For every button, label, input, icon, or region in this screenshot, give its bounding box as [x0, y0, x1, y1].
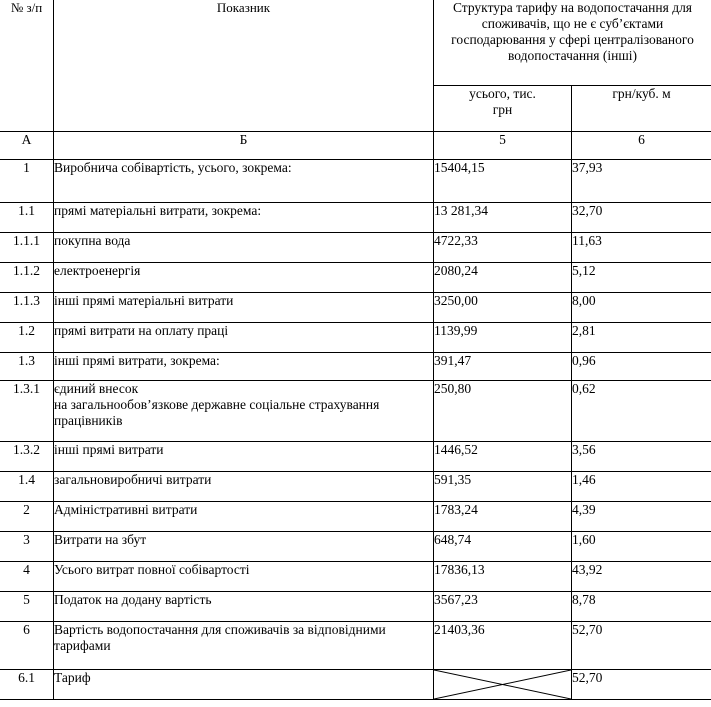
- row-unit-cost: 0,96: [572, 353, 711, 381]
- crossed-out-cell: [434, 670, 572, 700]
- table-row: [0, 442, 711, 472]
- table-row: [0, 381, 711, 442]
- row-number: 1.4: [0, 472, 54, 502]
- row-number: 1.2: [0, 323, 54, 353]
- table-row: [0, 233, 711, 263]
- row-number: 1.1.3: [0, 293, 54, 323]
- row-unit-cost: 2,81: [572, 323, 711, 353]
- table-row: [0, 160, 711, 203]
- table-row: [0, 323, 711, 353]
- header-uah-per-cubic-meter: грн/куб. м: [572, 86, 711, 132]
- row-number: 4: [0, 562, 54, 592]
- row-total: 1783,24: [434, 502, 572, 532]
- row-total: 591,35: [434, 472, 572, 502]
- column-letter-6: 6: [572, 132, 711, 160]
- row-total: 17836,13: [434, 562, 572, 592]
- header-total-thousand-uah: усього, тис. грн: [434, 86, 572, 132]
- table-row: [0, 622, 711, 670]
- row-unit-cost: 5,12: [572, 263, 711, 293]
- table-row: [0, 502, 711, 532]
- row-total: 13 281,34: [434, 203, 572, 233]
- row-number: 2: [0, 502, 54, 532]
- row-total: 15404,15: [434, 160, 572, 203]
- row-unit-cost: 8,78: [572, 592, 711, 622]
- column-letter-5: 5: [434, 132, 572, 160]
- row-indicator: Тариф: [54, 670, 434, 700]
- row-number: 1: [0, 160, 54, 203]
- row-total: 3567,23: [434, 592, 572, 622]
- row-total: 3250,00: [434, 293, 572, 323]
- row-unit-cost: 43,92: [572, 562, 711, 592]
- row-indicator: [54, 381, 434, 442]
- row-unit-cost: 37,93: [572, 160, 711, 203]
- table-row: [0, 472, 711, 502]
- row-number: 1.1.1: [0, 233, 54, 263]
- row-unit-cost: 3,56: [572, 442, 711, 472]
- row-indicator: Усього витрат повної собівартості: [54, 562, 434, 592]
- row-indicator-line2: на загальнообов’язкове державне соціальне страхування працівників: [54, 397, 380, 428]
- header-tariff-structure: Структура тарифу на водопостачання для споживачів, що не є суб’єктами господарювання у сфері централізованого водопостачання (інші): [434, 0, 711, 86]
- row-unit-cost: 52,70: [572, 622, 711, 670]
- row-indicator: Податок на додану вартість: [54, 592, 434, 622]
- row-indicator: прямі матеріальні витрати, зокрема:: [54, 203, 434, 233]
- header-number: № з/п: [0, 0, 54, 132]
- row-total: 21403,36: [434, 622, 572, 670]
- table-row: [0, 263, 711, 293]
- row-total: 2080,24: [434, 263, 572, 293]
- row-number: 1.1: [0, 203, 54, 233]
- row-unit-cost: 1,60: [572, 532, 711, 562]
- row-indicator: Вартість водопостачання для споживачів за відповідними тарифами: [54, 622, 434, 670]
- table-row: [0, 293, 711, 323]
- row-number: 1.1.2: [0, 263, 54, 293]
- cross-mark-icon: [434, 670, 571, 699]
- row-unit-cost: 8,00: [572, 293, 711, 323]
- row-total: 648,74: [434, 532, 572, 562]
- row-number: 1.3.2: [0, 442, 54, 472]
- row-indicator: Витрати на збут: [54, 532, 434, 562]
- table-row: [0, 532, 711, 562]
- row-total: 1446,52: [434, 442, 572, 472]
- row-number: 5: [0, 592, 54, 622]
- row-indicator: Виробнича собівартість, усього, зокрема:: [54, 160, 434, 203]
- row-indicator: Адміністративні витрати: [54, 502, 434, 532]
- column-letters-row: [0, 132, 711, 160]
- row-indicator: електроенергія: [54, 263, 434, 293]
- row-unit-cost: 1,46: [572, 472, 711, 502]
- row-indicator: загальновиробничі витрати: [54, 472, 434, 502]
- row-indicator: інші прямі витрати: [54, 442, 434, 472]
- row-total: 4722,33: [434, 233, 572, 263]
- table-row: [0, 353, 711, 381]
- row-number: 6.1: [0, 670, 54, 700]
- table-row: [0, 592, 711, 622]
- row-indicator: інші прямі матеріальні витрати: [54, 293, 434, 323]
- row-unit-cost: 32,70: [572, 203, 711, 233]
- header-row: [0, 0, 711, 86]
- table-row: [0, 562, 711, 592]
- row-number: 1.3: [0, 353, 54, 381]
- table-row: [0, 203, 711, 233]
- row-indicator: інші прямі витрати, зокрема:: [54, 353, 434, 381]
- header-indicator: Показник: [54, 0, 434, 132]
- row-number: 1.3.1: [0, 381, 54, 442]
- row-total: 250,80: [434, 381, 572, 442]
- row-number: 6: [0, 622, 54, 670]
- column-letter-b: Б: [54, 132, 434, 160]
- row-total: 1139,99: [434, 323, 572, 353]
- column-letter-a: А: [0, 132, 54, 160]
- table-row: [0, 670, 711, 700]
- row-indicator: прямі витрати на оплату праці: [54, 323, 434, 353]
- row-unit-cost: 52,70: [572, 670, 711, 700]
- row-number: 3: [0, 532, 54, 562]
- row-indicator: покупна вода: [54, 233, 434, 263]
- row-unit-cost: 11,63: [572, 233, 711, 263]
- row-unit-cost: 4,39: [572, 502, 711, 532]
- row-total: 391,47: [434, 353, 572, 381]
- row-indicator-line1: єдиний внесок: [54, 381, 139, 396]
- row-unit-cost: 0,62: [572, 381, 711, 442]
